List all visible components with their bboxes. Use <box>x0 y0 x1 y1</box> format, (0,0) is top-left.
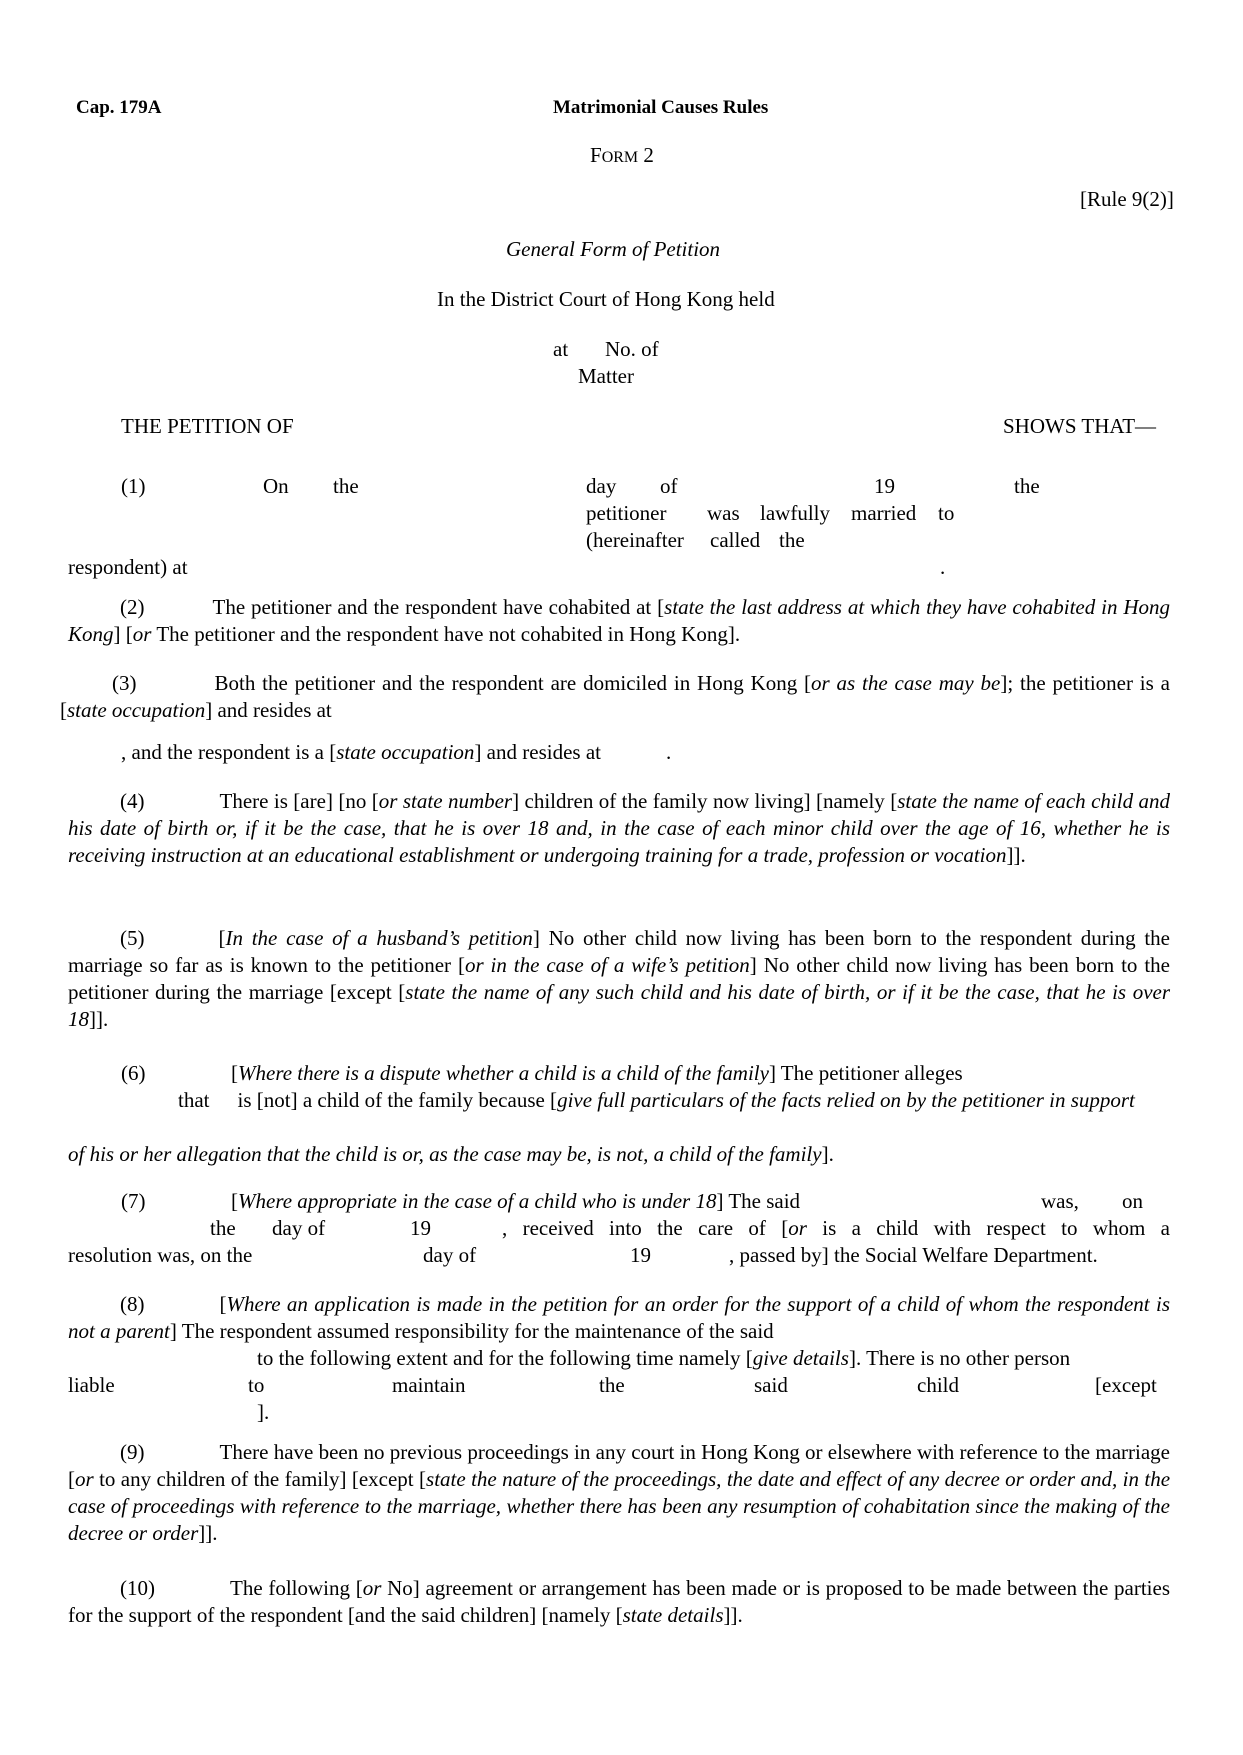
para-7-text: day of <box>423 1243 477 1267</box>
para-1-text: day <box>586 474 617 498</box>
para-7-text: 19 <box>630 1243 651 1267</box>
para-1-number: (1) <box>121 474 146 498</box>
para-6-number: (6) <box>121 1061 146 1085</box>
para-6-text: of his or her allegation that the child is or, as the case may be, is not, a child of the family]. <box>68 1142 834 1166</box>
para-8-text: to <box>248 1373 265 1397</box>
para-9-number: (9) <box>120 1440 145 1464</box>
para-9: (9) There have been no previous proceedings in any court in Hong Kong or elsewhere with reference to the marriage [or to any children of the family] [except [state the nature of the proceedings, the date and effect of any decree or order and, in the case of proceedings with reference to the marriage, whether there has been any resumption of cohabitation since the making of the decree or order]]. <box>68 1440 1171 1545</box>
para-1-text: petitioner <box>586 501 667 525</box>
para-1-text: respondent) at <box>68 555 188 579</box>
para-7-text: [Where appropriate in the case of a child who is under 18] The said <box>231 1189 801 1213</box>
para-6-text: that is [not] a child of the family because [give full particulars of the facts relied on by the petitioner in support <box>178 1088 1135 1112</box>
para-8-text: the <box>599 1373 625 1397</box>
petition-of-label: THE PETITION OF <box>121 414 294 438</box>
at-label: at <box>553 337 569 361</box>
para-1-text: the <box>333 474 359 498</box>
page-header-title: Matrimonial Causes Rules <box>553 97 769 118</box>
para-3-continuation: , and the respondent is a [state occupation] and resides at . <box>121 740 672 764</box>
rule-reference: [Rule 9(2)] <box>1080 187 1174 211</box>
para-8-text: maintain <box>392 1373 466 1397</box>
para-7-text: , passed by] the Social Welfare Department. <box>729 1243 1098 1267</box>
para-1-text: the <box>779 528 805 552</box>
para-4: (4) There is [are] [no [or state number] children of the family now living] [namely [state the name of each child and his date of birth or, if it be the case, that he is over 18 and, in the case of each minor child over the age of 16, whether he is receiving instruction at an educational establishment or undergoing training for a trade, profession or vocation]]. <box>68 789 1170 867</box>
para-8-text: liable <box>68 1373 115 1397</box>
para-1-text: 19 <box>874 474 895 498</box>
para-8-text: child <box>917 1373 959 1397</box>
para-6-text: [Where there is a dispute whether a child is a child of the family] The petitioner alleges <box>231 1061 963 1085</box>
para-2: (2) The petitioner and the respondent have cohabited at [state the last address at which they have cohabited in Hong Kong] [or The petitioner and the respondent have not cohabited in Hong Kong]. <box>68 595 1170 646</box>
para-1-text: On <box>263 474 289 498</box>
court-heading: In the District Court of Hong Kong held <box>437 287 775 311</box>
para-8-text: said <box>754 1373 788 1397</box>
para-7-text: 19 <box>410 1216 431 1240</box>
para-1-text: called <box>710 528 761 552</box>
para-1-text: was <box>707 501 740 525</box>
para-5-number: (5) <box>120 926 145 950</box>
para-7-text: on <box>1122 1189 1143 1213</box>
para-4-number: (4) <box>120 789 145 813</box>
para-7-number: (7) <box>121 1189 146 1213</box>
para-10: (10) The following [or No] agreement or arrangement has been made or is proposed to be made between the parties for the support of the respondent [and the said children] [namely [state details]]. <box>68 1576 1171 1627</box>
matter-label: Matter <box>578 364 634 388</box>
para-1-text: . <box>940 555 946 579</box>
para-8-text: ]. <box>257 1400 270 1424</box>
form-number: FORM 2 <box>590 143 654 167</box>
chapter-number: Cap. 179A <box>76 97 162 118</box>
para-8-number: (8) <box>120 1292 145 1316</box>
para-10-number: (10) <box>120 1576 155 1600</box>
para-1-text: the <box>1014 474 1040 498</box>
shows-that-label: SHOWS THAT— <box>1003 414 1157 438</box>
para-7-text: day of <box>272 1216 326 1240</box>
para-1-text: lawfully <box>760 501 830 525</box>
para-7-text: resolution was, on the <box>68 1243 253 1267</box>
para-3-number: (3) <box>112 671 137 695</box>
no-of-label: No. of <box>605 337 659 361</box>
para-5: (5) [In the case of a husband’s petition] No other child now living has been born to the respondent during the marriage so far as is known to the petitioner [or in the case of a wife’s petition] No other child now living has been born to the petitioner during the marriage [except [state the name of any such child and his date of birth, or if it be the case, that he is over 18]]. <box>68 926 1171 1031</box>
para-7-text: , received into the care of [or is a child with respect to whom a <box>502 1216 1170 1240</box>
para-1-text: married <box>851 501 917 525</box>
para-8-text: [except <box>1095 1373 1157 1397</box>
para-1-text: to <box>938 501 955 525</box>
para-1-text: (hereinafter <box>586 528 684 552</box>
para-2-number: (2) <box>120 595 145 619</box>
form-subtitle: General Form of Petition <box>506 237 721 261</box>
para-8-text: to the following extent and for the following time namely [give details]. There is no other person <box>257 1346 1071 1370</box>
para-8: (8) [Where an application is made in the petition for an order for the support of a child of whom the respondent is not a parent] The respondent assumed responsibility for the maintenance of the said <box>68 1292 1170 1343</box>
para-7-text: the <box>210 1216 236 1240</box>
para-7-text: was, <box>1041 1189 1079 1213</box>
para-3: (3) Both the petitioner and the respondent are domiciled in Hong Kong [or as the case may be]; the petitioner is a [state occupation] and resides at <box>60 671 1170 722</box>
para-1-text: of <box>660 474 678 498</box>
